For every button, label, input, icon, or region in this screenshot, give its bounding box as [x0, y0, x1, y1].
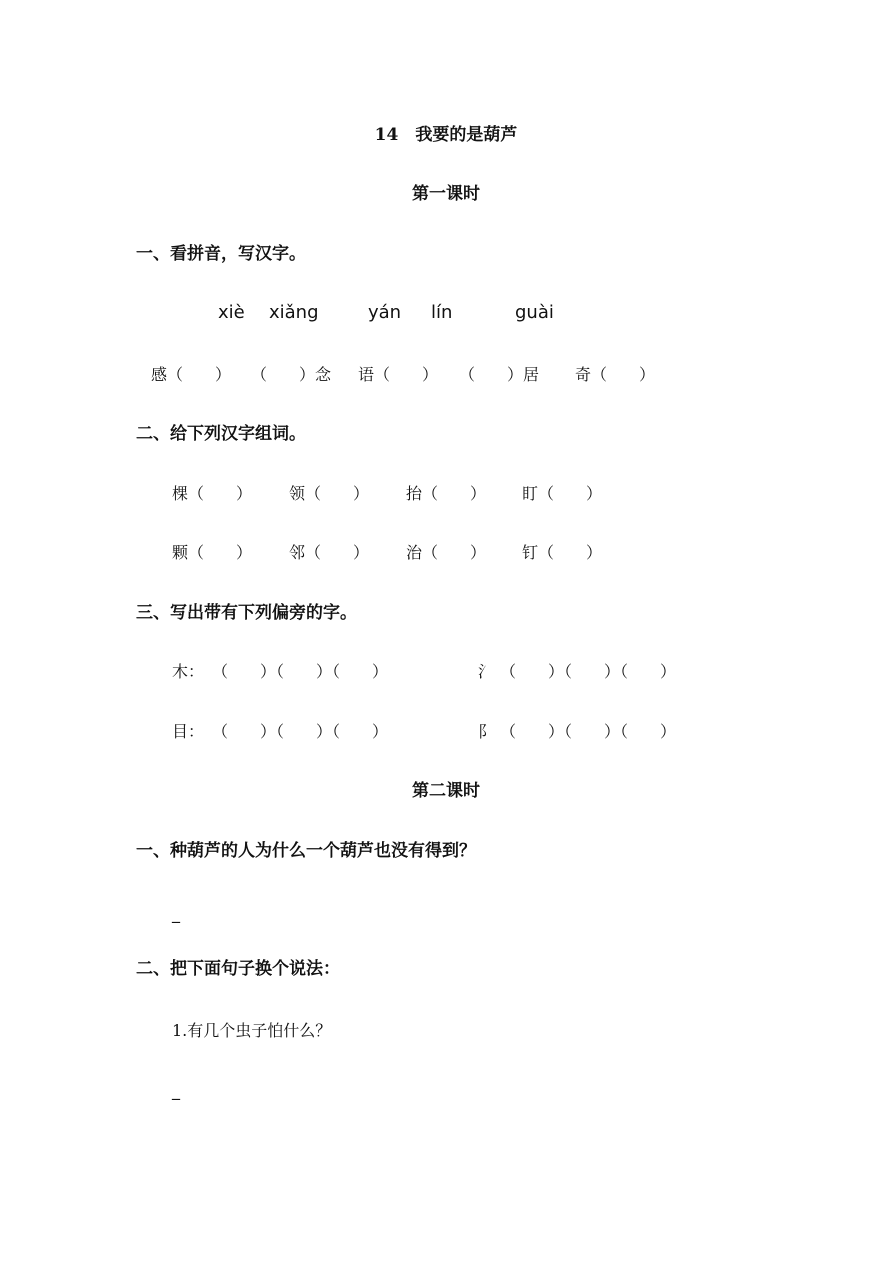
lesson-2-question-2: 二、把下面句子换个说法：: [136, 959, 340, 979]
lesson-1-heading: 第一课时: [412, 184, 480, 204]
word-item-5: 颗（ ）: [172, 543, 253, 562]
radical-fu-blanks: （ ）（ ）（ ）: [500, 722, 677, 741]
lesson-2-question-1: 一、种葫芦的人为什么一个葫芦也没有得到？: [136, 841, 476, 861]
radical-shui-blanks: （ ）（ ）（ ）: [500, 662, 677, 681]
pinyin-guai: guài: [515, 302, 554, 323]
word-item-4: 盯（ ）: [522, 484, 603, 503]
lesson-2-heading: 第二课时: [412, 781, 480, 801]
section-2-heading: 二、给下列汉字组词。: [136, 424, 306, 444]
pinyin-item-1: 感（ ）: [151, 365, 232, 384]
pinyin-lin: lín: [431, 302, 453, 323]
pinyin-item-4: （ ）居: [459, 365, 540, 384]
pinyin-item-5: 奇（ ）: [575, 365, 656, 384]
word-item-1: 棵（ ）: [172, 484, 253, 503]
sentence-item-1: 1.有几个虫子怕什么？: [172, 1021, 332, 1040]
radical-mu-label: 木：: [172, 662, 205, 681]
pinyin-item-3: 语（ ）: [358, 365, 439, 384]
pinyin-xiang: xiǎng: [269, 302, 319, 323]
worksheet-title: 14 我要的是葫芦: [374, 125, 518, 145]
answer-line-1: _: [172, 904, 180, 923]
pinyin-xie: xiè: [218, 302, 245, 323]
pinyin-item-2: （ ）念: [251, 365, 332, 384]
radical-mu-eye-blanks: （ ）（ ）（ ）: [212, 722, 389, 741]
section-1-heading: 一、看拼音，写汉字。: [136, 244, 306, 264]
word-item-3: 抬（ ）: [406, 484, 487, 503]
word-item-7: 治（ ）: [406, 543, 487, 562]
radical-mu-eye-label: 目：: [172, 722, 205, 741]
word-item-6: 邻（ ）: [289, 543, 370, 562]
word-item-8: 钉（ ）: [522, 543, 603, 562]
radical-fu-label: 阝: [478, 722, 495, 741]
radical-mu-blanks: （ ）（ ）（ ）: [212, 662, 389, 681]
radical-shui-label: 氵: [478, 662, 495, 681]
pinyin-yan: yán: [368, 302, 402, 323]
answer-line-2: _: [172, 1081, 180, 1100]
word-item-2: 领（ ）: [289, 484, 370, 503]
section-3-heading: 三、写出带有下列偏旁的字。: [136, 603, 357, 623]
